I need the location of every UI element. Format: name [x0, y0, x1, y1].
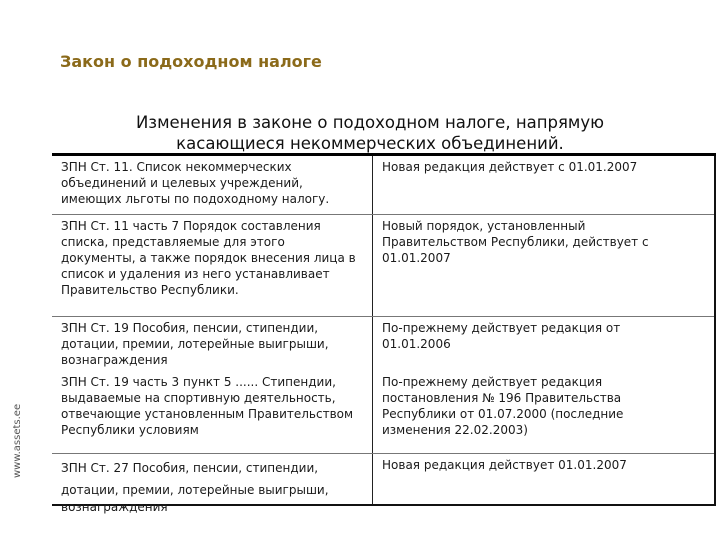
watermark: www.assets.ee [12, 403, 23, 478]
subtitle [60, 112, 680, 154]
status-cell [373, 371, 716, 453]
cell-line: Республики условиям [61, 423, 199, 437]
cell-line: дотации, премии, лотерейные выигрыши, [61, 337, 329, 351]
law-reference-cell [52, 155, 373, 215]
status-cell [373, 317, 716, 372]
cell-line: вознаграждения [61, 353, 168, 367]
cell-line: список и удаления из него устанавливает [61, 267, 330, 281]
overflow-text: вознаграждения [61, 500, 168, 514]
cell-line: Правительством Республики, действует с [382, 235, 649, 249]
law-reference-cell [52, 317, 373, 372]
table-row [52, 371, 715, 453]
law-reference-cell [52, 371, 373, 453]
cell-line: документы, а также порядок внесения лица в [61, 251, 356, 265]
cell-line: Новая редакция действует с 01.01.2007 [382, 160, 638, 174]
slide-title: Закон о подоходном налоге [60, 52, 322, 71]
cell-line: 01.01.2006 [382, 337, 451, 351]
cell-line: ЗПН Ст. 27 Пособия, пенсии, стипендии, [61, 460, 319, 475]
status-cell [373, 155, 716, 215]
cell-line: 01.01.2007 [382, 251, 451, 265]
cell-line: отвечающие установленным Правительством [61, 407, 354, 421]
subtitle-line-2: касающиеся некоммерческих объединений. [176, 134, 564, 153]
subtitle-line-1: Изменения в законе о подоходном налоге, напрямую [135, 113, 605, 132]
status-cell [373, 215, 716, 317]
cell-line: По-прежнему действует редакция от [382, 321, 621, 335]
table-row [52, 155, 715, 215]
cell-line: ЗПН Ст. 11. Список некоммерческих [61, 160, 292, 174]
cell-line: списка, представляемые для этого [61, 235, 285, 249]
cell-line: Новый порядок, установленный [382, 219, 586, 233]
status-cell [373, 453, 716, 505]
table-row [52, 215, 715, 317]
cell-line: изменения 22.02.2003) [382, 423, 528, 437]
cell-line: ЗПН Ст. 11 часть 7 Порядок составления [61, 219, 321, 233]
cell-line: Правительство Республики. [61, 283, 239, 297]
cell-line: Новая редакция действует 01.01.2007 [382, 457, 627, 472]
cell-line: Республики от 01.07.2000 (последние [382, 407, 624, 421]
law-reference-cell [52, 453, 373, 505]
cell-line: ЗПН Ст. 19 Пособия, пенсии, стипендии, [61, 321, 319, 335]
table-row [52, 453, 715, 505]
cell-line: По-прежнему действует редакция [382, 375, 603, 389]
cell-line: постановления № 196 Правительства [382, 391, 622, 405]
changes-table [52, 153, 716, 506]
cell-line: ЗПН Ст. 19 часть 3 пункт 5 ...... Стипендии, [61, 375, 336, 389]
cell-line: имеющих льготы по подоходному налогу. [61, 192, 330, 206]
cell-line: дотации, премии, лотерейные выигрыши, [61, 482, 329, 497]
cell-line: объединений и целевых учреждений, [61, 176, 303, 190]
law-reference-cell [52, 215, 373, 317]
table-row [52, 317, 715, 372]
cell-line: выдаваемые на спортивную деятельность, [61, 391, 336, 405]
